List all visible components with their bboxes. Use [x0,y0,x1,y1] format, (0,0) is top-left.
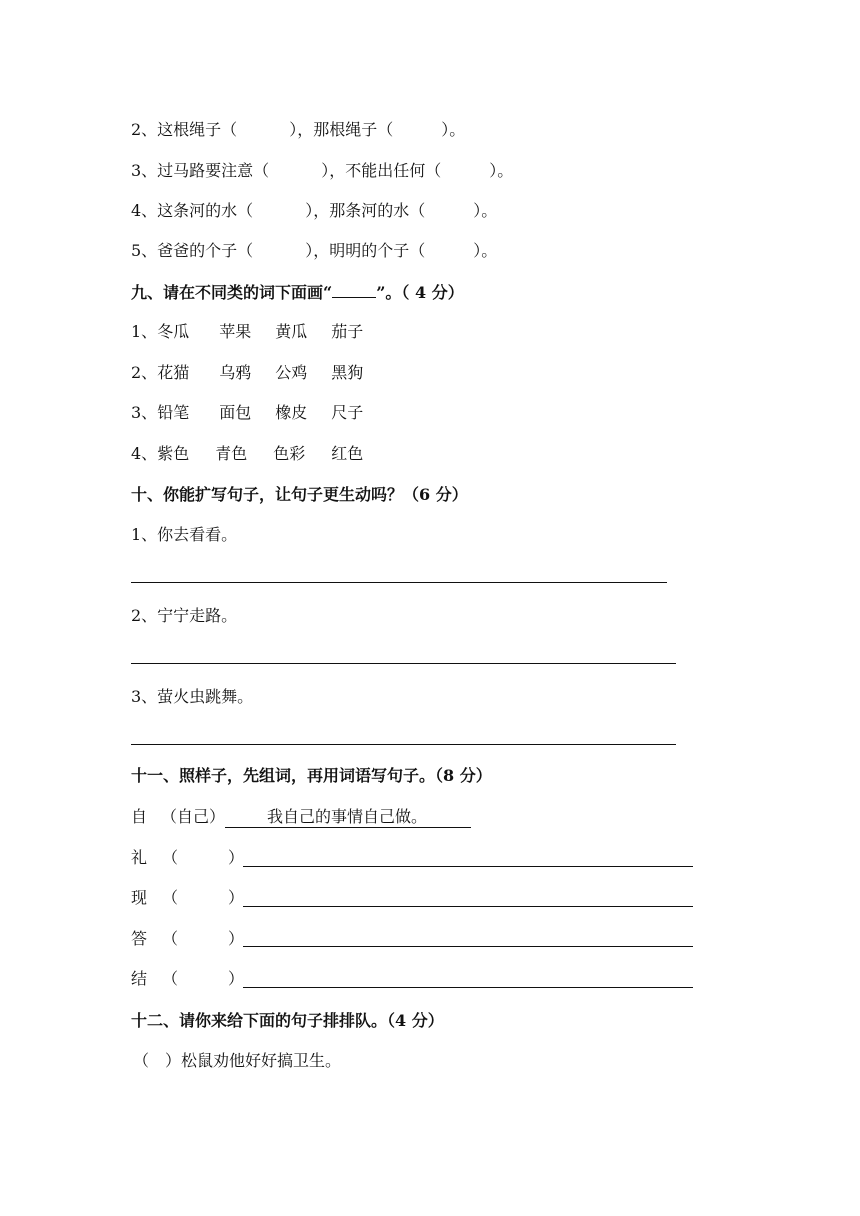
word-paren[interactable]: （ ） [162,888,245,907]
word-group-row: 1、冬瓜 苹果 黄瓜 茄子 [131,322,364,341]
char-label: 答 [131,929,148,948]
fill-blank-item: 5、爸爸的个子（ ），明明的个子（ ）。 [131,241,498,260]
answer-line[interactable] [131,663,676,664]
answer-line[interactable] [131,582,667,583]
char-label: 现 [131,888,148,907]
word-group-row: 4、紫色 青色 色彩 红色 [131,444,364,463]
word-group-row: 3、铅笔 面包 橡皮 尺子 [131,403,364,422]
word-paren[interactable]: （ ） [162,969,245,988]
example-sentence: 我自己的事情自己做。 [225,806,471,828]
section-10-title: 十、你能扩写句子，让句子更生动吗？（6 分） [131,485,468,504]
ordering-item: （ ）松鼠劝他好好搞卫生。 [133,1051,342,1070]
word-paren[interactable]: （ ） [162,929,245,948]
sentence-line[interactable] [243,906,693,907]
expand-sentence-item: 2、宁宁走路。 [131,606,238,625]
section-12-title: 十二、请你来给下面的句子排排队。（4 分） [131,1011,444,1030]
order-paren[interactable]: （ ） [133,1051,182,1070]
expand-sentence-item: 3、萤火虫跳舞。 [131,687,254,706]
example-row: 自 （自己） 我自己的事情自己做。 [131,806,471,828]
section-11-title: 十一、照样子，先组词，再用词语写句子。（8 分） [131,766,492,785]
answer-line[interactable] [131,744,676,745]
sentence-line[interactable] [243,987,693,988]
sentence-line[interactable] [243,866,693,867]
word-paren[interactable]: （ ） [162,848,245,867]
fill-blank-item: 2、这根绳子（ ），那根绳子（ ）。 [131,120,466,139]
sentence-line[interactable] [243,946,693,947]
section-9-title: 九、请在不同类的词下面画“ ”。（ 4 分） [131,283,464,302]
expand-sentence-item: 1、你去看看。 [131,525,238,544]
fill-blank-item: 4、这条河的水（ ），那条河的水（ ）。 [131,201,498,220]
char-label: 礼 [131,848,148,867]
fill-blank-item: 3、过马路要注意（ ），不能出任何（ ）。 [131,161,514,180]
char-label: 结 [131,969,148,988]
word-group-row: 2、花猫 乌鸦 公鸡 黑狗 [131,363,364,382]
underline-sample [332,282,376,298]
